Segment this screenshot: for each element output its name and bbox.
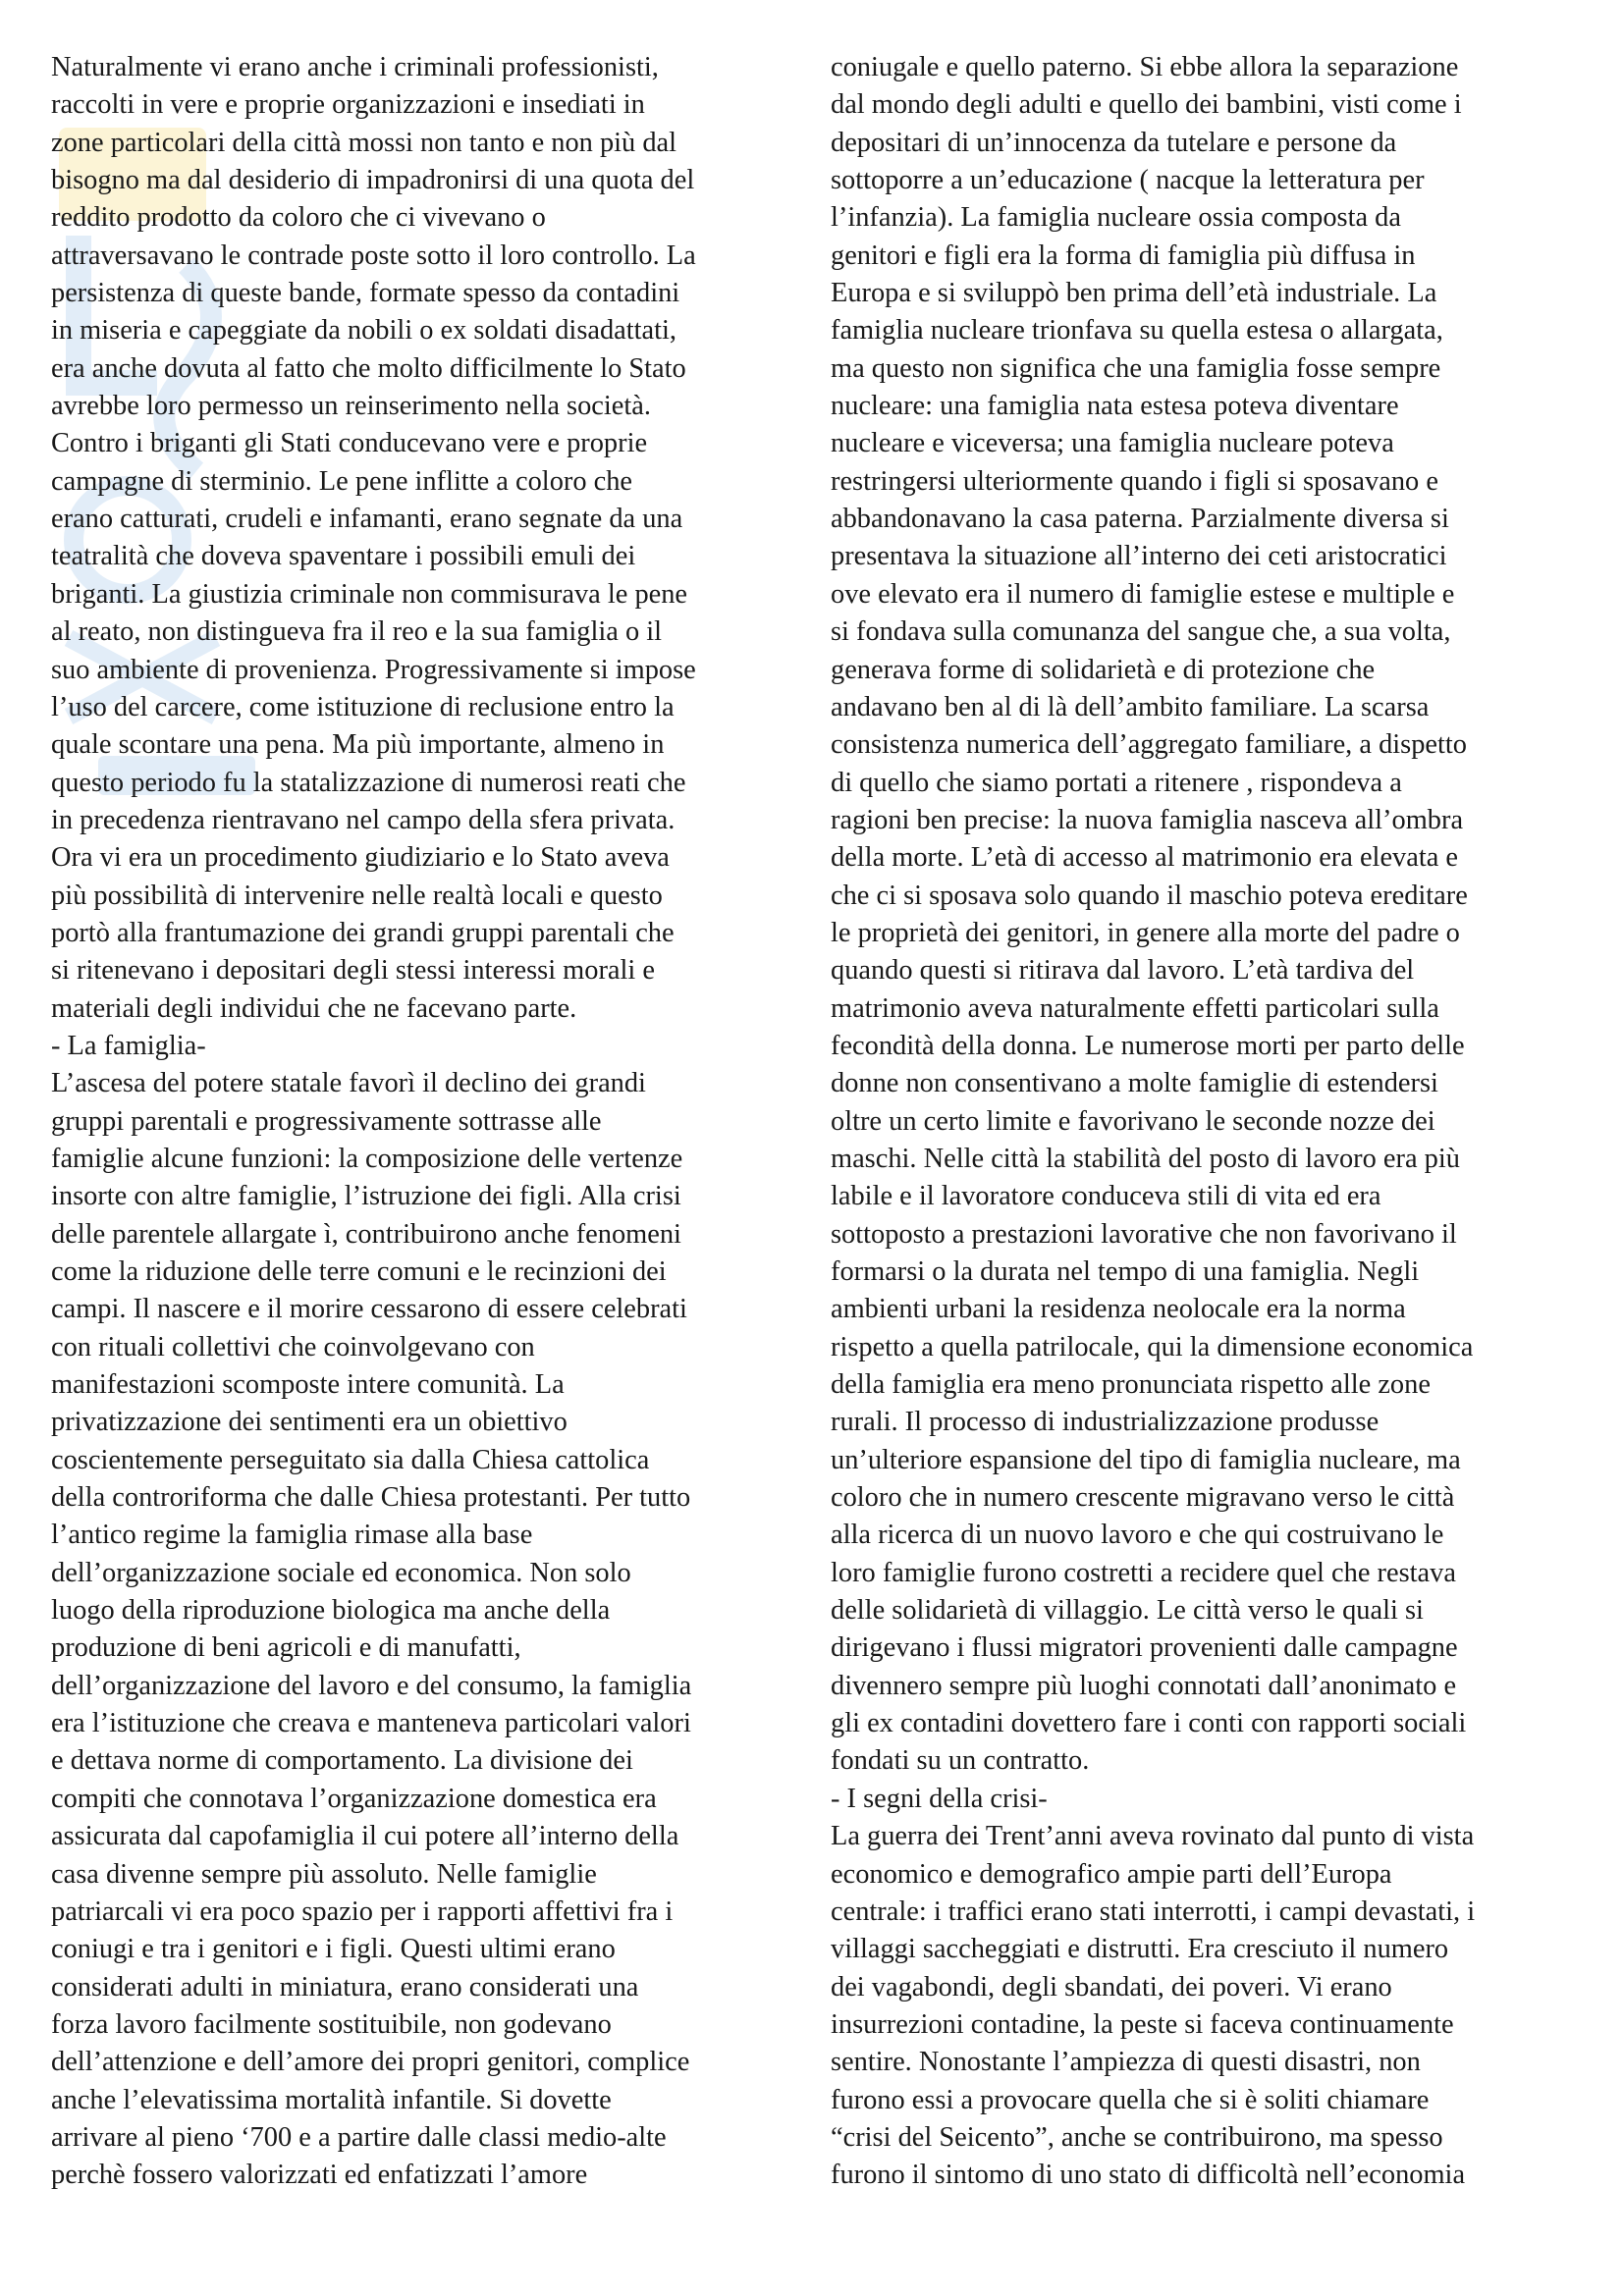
- text-line: La guerra dei Trent’anni aveva rovinato dal punto di vista: [831, 1821, 1475, 1852]
- text-line: sentire. Nonostante l’ampiezza di questi disastri, non: [831, 2047, 1421, 2078]
- text-line: genitori e figli era la forma di famiglia più diffusa in: [831, 240, 1416, 271]
- text-line: gli ex contadini dovettero fare i conti con rapporti sociali: [831, 1708, 1467, 1739]
- text-line: della morte. L’età di accesso al matrimonio era elevata e: [831, 842, 1459, 874]
- text-line: briganti. La giustizia criminale non commisurava le pene: [51, 578, 688, 610]
- text-line: manifestazioni scomposte intere comunità. La: [51, 1369, 565, 1401]
- text-line: campagne di sterminio. Le pene inflitte a coloro che: [51, 465, 633, 497]
- text-line: dei vagabondi, degli sbandati, dei poveri. Vi erano: [831, 1971, 1392, 2002]
- text-line: abbandonavano la casa paterna. Parzialmente diversa si: [831, 504, 1449, 535]
- text-line: depositari di un’innocenza da tutelare e persone da: [831, 127, 1397, 158]
- text-line: della famiglia era meno pronunciata rispetto alle zone: [831, 1369, 1431, 1401]
- text-line: perchè fossero valorizzati ed enfatizzati l’amore: [51, 2160, 588, 2191]
- text-line: rispetto a quella patrilocale, qui la dimensione economica: [831, 1331, 1474, 1362]
- text-line: furono il sintomo di uno stato di difficoltà nell’economia: [831, 2160, 1466, 2191]
- text-line: al reato, non distingueva fra il reo e la sua famiglia o il: [51, 616, 663, 648]
- text-line: centrale: i traffici erano stati interrotti, i campi devastati, i: [831, 1896, 1476, 1927]
- text-line: portò alla frantumazione dei grandi gruppi parentali che: [51, 917, 675, 948]
- text-line: anche l’elevatissima mortalità infantile. Si dovette: [51, 2084, 612, 2115]
- text-line: che ci si sposava solo quando il maschio poteva ereditare: [831, 880, 1468, 911]
- text-line: si fondava sulla comunanza del sangue che, a sua volta,: [831, 616, 1451, 648]
- text-line: teatralità che doveva spaventare i possibili emuli dei: [51, 541, 636, 572]
- text-line: avrebbe loro permesso un reinserimento nella società.: [51, 391, 651, 422]
- text-line: maschi. Nelle città la stabilità del posto di lavoro era più: [831, 1143, 1460, 1174]
- text-line: arrivare al pieno ‘700 e a partire dalle classi medio-alte: [51, 2121, 667, 2153]
- text-line: suo ambiente di provenienza. Progressivamente si impose: [51, 654, 696, 685]
- text-line: luogo della riproduzione biologica ma anche della: [51, 1595, 611, 1627]
- text-line: l’infanzia). La famiglia nucleare ossia composta da: [831, 202, 1401, 234]
- text-line: famiglie alcune funzioni: la composizione delle vertenze: [51, 1143, 683, 1174]
- text-line: dell’attenzione e dell’amore dei propri genitori, complice: [51, 2047, 690, 2078]
- text-line: insorte con altre famiglie, l’istruzione dei figli. Alla crisi: [51, 1181, 681, 1212]
- text-line: ma questo non significa che una famiglia fosse sempre: [831, 352, 1441, 384]
- text-line: zone particolari della città mossi non tanto e non più dal: [51, 127, 677, 158]
- text-line: economico e demografico ampie parti dell’Europa: [831, 1858, 1392, 1890]
- text-line: oltre un certo limite e favorivano le seconde nozze dei: [831, 1105, 1435, 1137]
- right-text-column: [831, 49, 1592, 2195]
- text-line: generava forme di solidarietà e di protezione che: [831, 654, 1376, 685]
- text-line: casa divenne sempre più assoluto. Nelle famiglie: [51, 1858, 597, 1890]
- text-line: coniugi e tra i genitori e i figli. Questi ultimi erano: [51, 1934, 616, 1965]
- text-line: delle parentele allargate ì, contribuirono anche fenomeni: [51, 1218, 681, 1250]
- text-line: fondati su un contratto.: [831, 1745, 1090, 1777]
- text-line: gruppi parentali e progressivamente sottrasse alle: [51, 1105, 602, 1137]
- text-line: formarsi o la durata nel tempo di una famiglia. Negli: [831, 1256, 1420, 1287]
- left-text-column: [51, 49, 812, 2195]
- text-line: l’uso del carcere, come istituzione di reclusione entro la: [51, 691, 675, 722]
- text-line: villaggi saccheggiati e distrutti. Era cresciuto il numero: [831, 1934, 1449, 1965]
- text-line: quando questi si ritirava dal lavoro. L’età tardiva del: [831, 955, 1415, 987]
- text-line: erano catturati, crudeli e infamanti, erano segnate da una: [51, 504, 683, 535]
- text-line: nucleare: una famiglia nata estesa poteva diventare: [831, 391, 1399, 422]
- text-line: l’antico regime la famiglia rimase alla base: [51, 1520, 533, 1551]
- text-line: e dettava norme di comportamento. La divisione dei: [51, 1745, 633, 1777]
- text-line: restringersi ulteriormente quando i figli si sposavano e: [831, 465, 1438, 497]
- text-line: assicurata dal capofamiglia il cui potere all’interno della: [51, 1821, 679, 1852]
- text-line: - I segni della crisi-: [831, 1783, 1048, 1814]
- text-line: “crisi del Seicento”, anche se contribuirono, ma spesso: [831, 2121, 1443, 2153]
- text-line: loro famiglie furono costretti a recidere quel che restava: [831, 1557, 1456, 1588]
- text-line: Naturalmente vi erano anche i criminali professionisti,: [51, 52, 659, 82]
- text-line: delle solidarietà di villaggio. Le città verso le quali si: [831, 1595, 1424, 1627]
- text-line: sottoporre a un’educazione ( nacque la letteratura per: [831, 165, 1425, 196]
- text-line: andavano ben al di là dell’ambito familiare. La scarsa: [831, 691, 1430, 722]
- text-line: dell’organizzazione sociale ed economica. Non solo: [51, 1557, 631, 1588]
- text-line: persistenza di queste bande, formate spesso da contadini: [51, 278, 680, 309]
- text-line: matrimonio aveva naturalmente effetti particolari sulla: [831, 992, 1439, 1024]
- text-line: labile e il lavoratore conduceva stili di vita ed era: [831, 1181, 1381, 1212]
- text-line: quale scontare una pena. Ma più importante, almeno in: [51, 729, 665, 761]
- text-line: fecondità della donna. Le numerose morti per parto delle: [831, 1030, 1465, 1061]
- text-line: Ora vi era un procedimento giudiziario e lo Stato aveva: [51, 842, 670, 874]
- text-line: attraversavano le contrade poste sotto il loro controllo. La: [51, 240, 696, 271]
- text-line: forza lavoro facilmente sostituibile, non godevano: [51, 2008, 612, 2040]
- text-line: più possibilità di intervenire nelle realtà locali e questo: [51, 880, 663, 911]
- text-line: divennero sempre più luoghi connotati dall’anonimato e: [831, 1670, 1457, 1701]
- text-line: privatizzazione dei sentimenti era un obiettivo: [51, 1407, 568, 1438]
- text-line: era l’istituzione che creava e manteneva particolari valori: [51, 1708, 691, 1739]
- text-line: dal mondo degli adulti e quello dei bambini, visti come i: [831, 89, 1462, 121]
- text-line: coniugale e quello paterno. Si ebbe allora la separazione: [831, 52, 1459, 82]
- text-line: insurrezioni contadine, la peste si faceva continuamente: [831, 2008, 1454, 2040]
- text-line: questo periodo fu la statalizzazione di numerosi reati che: [51, 767, 686, 798]
- text-line: produzione di beni agricoli e di manufatti,: [51, 1632, 521, 1664]
- text-line: alla ricerca di un nuovo lavoro e che qui costruivano le: [831, 1520, 1444, 1551]
- text-line: in precedenza rientravano nel campo della sfera privata.: [51, 804, 676, 835]
- text-line: consistenza numerica dell’aggregato familiare, a dispetto: [831, 729, 1467, 761]
- text-line: Europa e si sviluppò ben prima dell’età industriale. La: [831, 278, 1437, 309]
- text-line: ove elevato era il numero di famiglie estese e multiple e: [831, 578, 1455, 610]
- text-line: coscientemente perseguitato sia dalla Chiesa cattolica: [51, 1444, 650, 1475]
- text-line: della controriforma che dalle Chiesa protestanti. Per tutto: [51, 1482, 691, 1514]
- text-line: L’ascesa del potere statale favorì il declino dei grandi: [51, 1068, 646, 1099]
- text-line: patriarcali vi era poco spazio per i rapporti affettivi fra i: [51, 1896, 674, 1927]
- text-line: di quello che siamo portati a ritenere , rispondeva a: [831, 767, 1402, 798]
- text-line: presentava la situazione all’interno dei ceti aristocratici: [831, 541, 1447, 572]
- text-line: donne non consentivano a molte famiglie di estendersi: [831, 1068, 1438, 1099]
- text-line: reddito prodotto da coloro che ci vivevano o: [51, 202, 546, 234]
- text-line: si ritenevano i depositari degli stessi interessi morali e: [51, 955, 655, 987]
- text-line: furono essi a provocare quella che si è soliti chiamare: [831, 2084, 1430, 2115]
- text-line: - La famiglia-: [51, 1030, 206, 1061]
- text-line: ambienti urbani la residenza neolocale era la norma: [831, 1294, 1406, 1325]
- text-line: come la riduzione delle terre comuni e le recinzioni dei: [51, 1256, 667, 1287]
- text-line: compiti che connotava l’organizzazione domestica era: [51, 1783, 657, 1814]
- text-line: considerati adulti in miniatura, erano considerati una: [51, 1971, 639, 2002]
- text-line: raccolti in vere e proprie organizzazioni e insediati in: [51, 89, 645, 121]
- text-line: bisogno ma dal desiderio di impadronirsi di una quota del: [51, 165, 695, 196]
- text-line: famiglia nucleare trionfava su quella estesa o allargata,: [831, 315, 1443, 347]
- text-line: era anche dovuta al fatto che molto difficilmente lo Stato: [51, 352, 686, 384]
- text-line: nucleare e viceversa; una famiglia nucleare poteva: [831, 428, 1394, 459]
- text-line: dell’organizzazione del lavoro e del consumo, la famiglia: [51, 1670, 692, 1701]
- text-line: Contro i briganti gli Stati conducevano vere e proprie: [51, 428, 648, 459]
- text-line: con rituali collettivi che coinvolgevano con: [51, 1331, 535, 1362]
- text-line: le proprietà dei genitori, in genere alla morte del padre o: [831, 917, 1460, 948]
- text-line: dirigevano i flussi migratori provenienti dalle campagne: [831, 1632, 1458, 1664]
- text-line: un’ulteriore espansione del tipo di famiglia nucleare, ma: [831, 1444, 1461, 1475]
- text-line: in miseria e capeggiate da nobili o ex soldati disadattati,: [51, 315, 677, 347]
- text-line: ragioni ben precise: la nuova famiglia nasceva all’ombra: [831, 804, 1464, 835]
- text-line: materiali degli individui che ne facevano parte.: [51, 992, 577, 1024]
- text-line: rurali. Il processo di industrializzazione produsse: [831, 1407, 1380, 1438]
- text-line: sottoposto a prestazioni lavorative che non favorivano il: [831, 1218, 1457, 1250]
- text-line: coloro che in numero crescente migravano verso le città: [831, 1482, 1455, 1514]
- text-line: campi. Il nascere e il morire cessarono di essere celebrati: [51, 1294, 687, 1325]
